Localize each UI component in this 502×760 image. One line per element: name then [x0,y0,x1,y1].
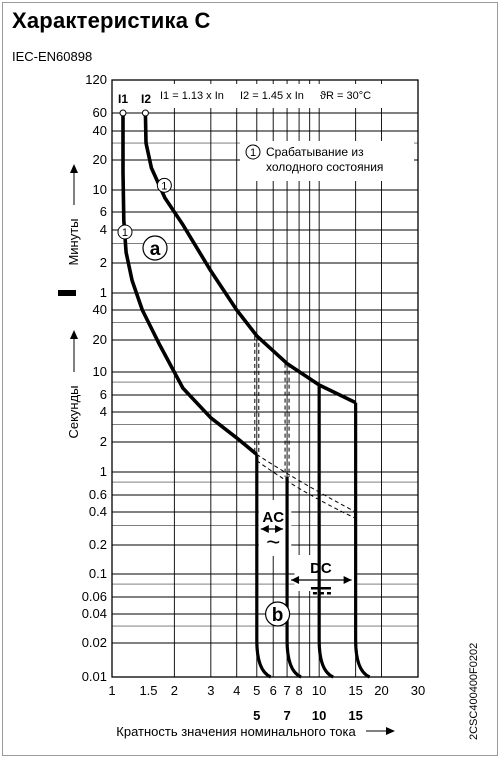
i2-label: I2 [141,92,152,106]
y-tick-label-minutes: 20 [92,152,107,167]
x-cutoff-label: 10 [311,708,327,723]
y-tick-label-seconds: 0.01 [81,669,107,684]
x-arrowhead [386,727,395,735]
y-tick-label-minutes: 4 [99,222,107,237]
dc-left-boundary [319,385,333,677]
x-tick-label: 6 [269,683,277,698]
formula-i1: I1 = 1.13 x In [160,90,224,102]
note-text-line1: Срабатывание из [266,145,364,159]
y-tick-label-seconds: 20 [92,332,107,347]
x-tick-label: 3 [207,683,215,698]
i1-start-marker [120,110,126,116]
x-cutoff-label: 5 [253,708,261,723]
x-tick-label: 1.5 [139,683,158,698]
y-label-seconds: Секунды [66,385,81,439]
region-a-label: a [149,239,161,260]
i1-label: I1 [118,92,129,106]
x-tick-label: 5 [253,683,261,698]
dc-symbol-dash [320,592,324,595]
dc-symbol-dash [313,592,317,595]
chart-title: Характеристика С [12,8,211,33]
curve-note-marker-text: 1 [161,180,168,193]
formula-theta: ϑR = 30°C [320,90,372,102]
y-tick-label-minutes: 120 [85,72,107,87]
note-text-line2: холодного состояния [266,160,384,174]
dc-right-boundary [356,403,370,677]
y-tick-label-minutes: 10 [92,182,107,197]
y-tick-label-seconds: 0.02 [81,635,107,650]
x-tick-label: 8 [295,683,303,698]
y-tick-label-seconds: 1 [99,464,107,479]
y-tick-label-minutes: 2 [99,255,107,270]
y-tick-label-minutes: 6 [99,204,107,219]
i2-start-marker [142,110,148,116]
y-tick-label-seconds: 6 [99,387,107,402]
minutes-seconds-separator [58,290,76,296]
x-tick-label: 2 [170,683,178,698]
y-tick-label-seconds: 0.1 [88,566,107,581]
document-code: 2CSC400400F0202 [468,642,480,740]
formula-i2: I2 = 1.45 x In [240,90,304,102]
x-tick-label: 15 [348,683,363,698]
y-arrowhead-minutes [70,164,78,173]
x-axis-label: Кратность значения номинального тока [116,724,356,739]
curve-note-marker-text: 1 [121,227,129,239]
x-tick-label: 1 [108,683,116,698]
y-tick-label-seconds: 10 [92,364,107,379]
y-tick-label-minutes: 60 [92,105,107,120]
y-tick-label-seconds: 4 [99,404,107,419]
x-cutoff-label: 7 [283,708,291,723]
y-label-minutes: Минуты [66,218,81,266]
region-b-label: b [271,605,284,626]
y-tick-label-seconds: 40 [92,302,107,317]
y-tick-label-seconds: 0.6 [88,487,107,502]
dc-label: DC [310,560,332,577]
ac-left-boundary [257,454,271,677]
y-tick-label-seconds: 0.04 [81,606,107,621]
y-tick-label-minutes: 1 [99,285,107,300]
x-tick-label: 7 [283,683,291,698]
ac-label: AC [262,509,285,526]
x-tick-label: 30 [410,683,426,698]
y-tick-label-seconds: 2 [99,434,107,449]
standard-label: IEC-EN60898 [12,49,93,64]
x-tick-label: 20 [374,683,389,698]
dc-symbol-dash [327,592,331,595]
y-tick-label-minutes: 40 [92,123,107,138]
dc-symbol-line [311,587,331,590]
note-marker-text: 1 [249,147,257,159]
x-tick-label: 10 [311,683,327,698]
y-arrowhead-seconds [70,330,78,339]
y-tick-label-seconds: 0.2 [88,537,107,552]
y-tick-label-seconds: 0.4 [88,504,107,519]
y-tick-label-seconds: 0.06 [81,589,107,604]
ac-symbol: ~ [266,529,281,556]
x-cutoff-label: 15 [348,708,363,723]
x-tick-label: 4 [233,683,241,698]
